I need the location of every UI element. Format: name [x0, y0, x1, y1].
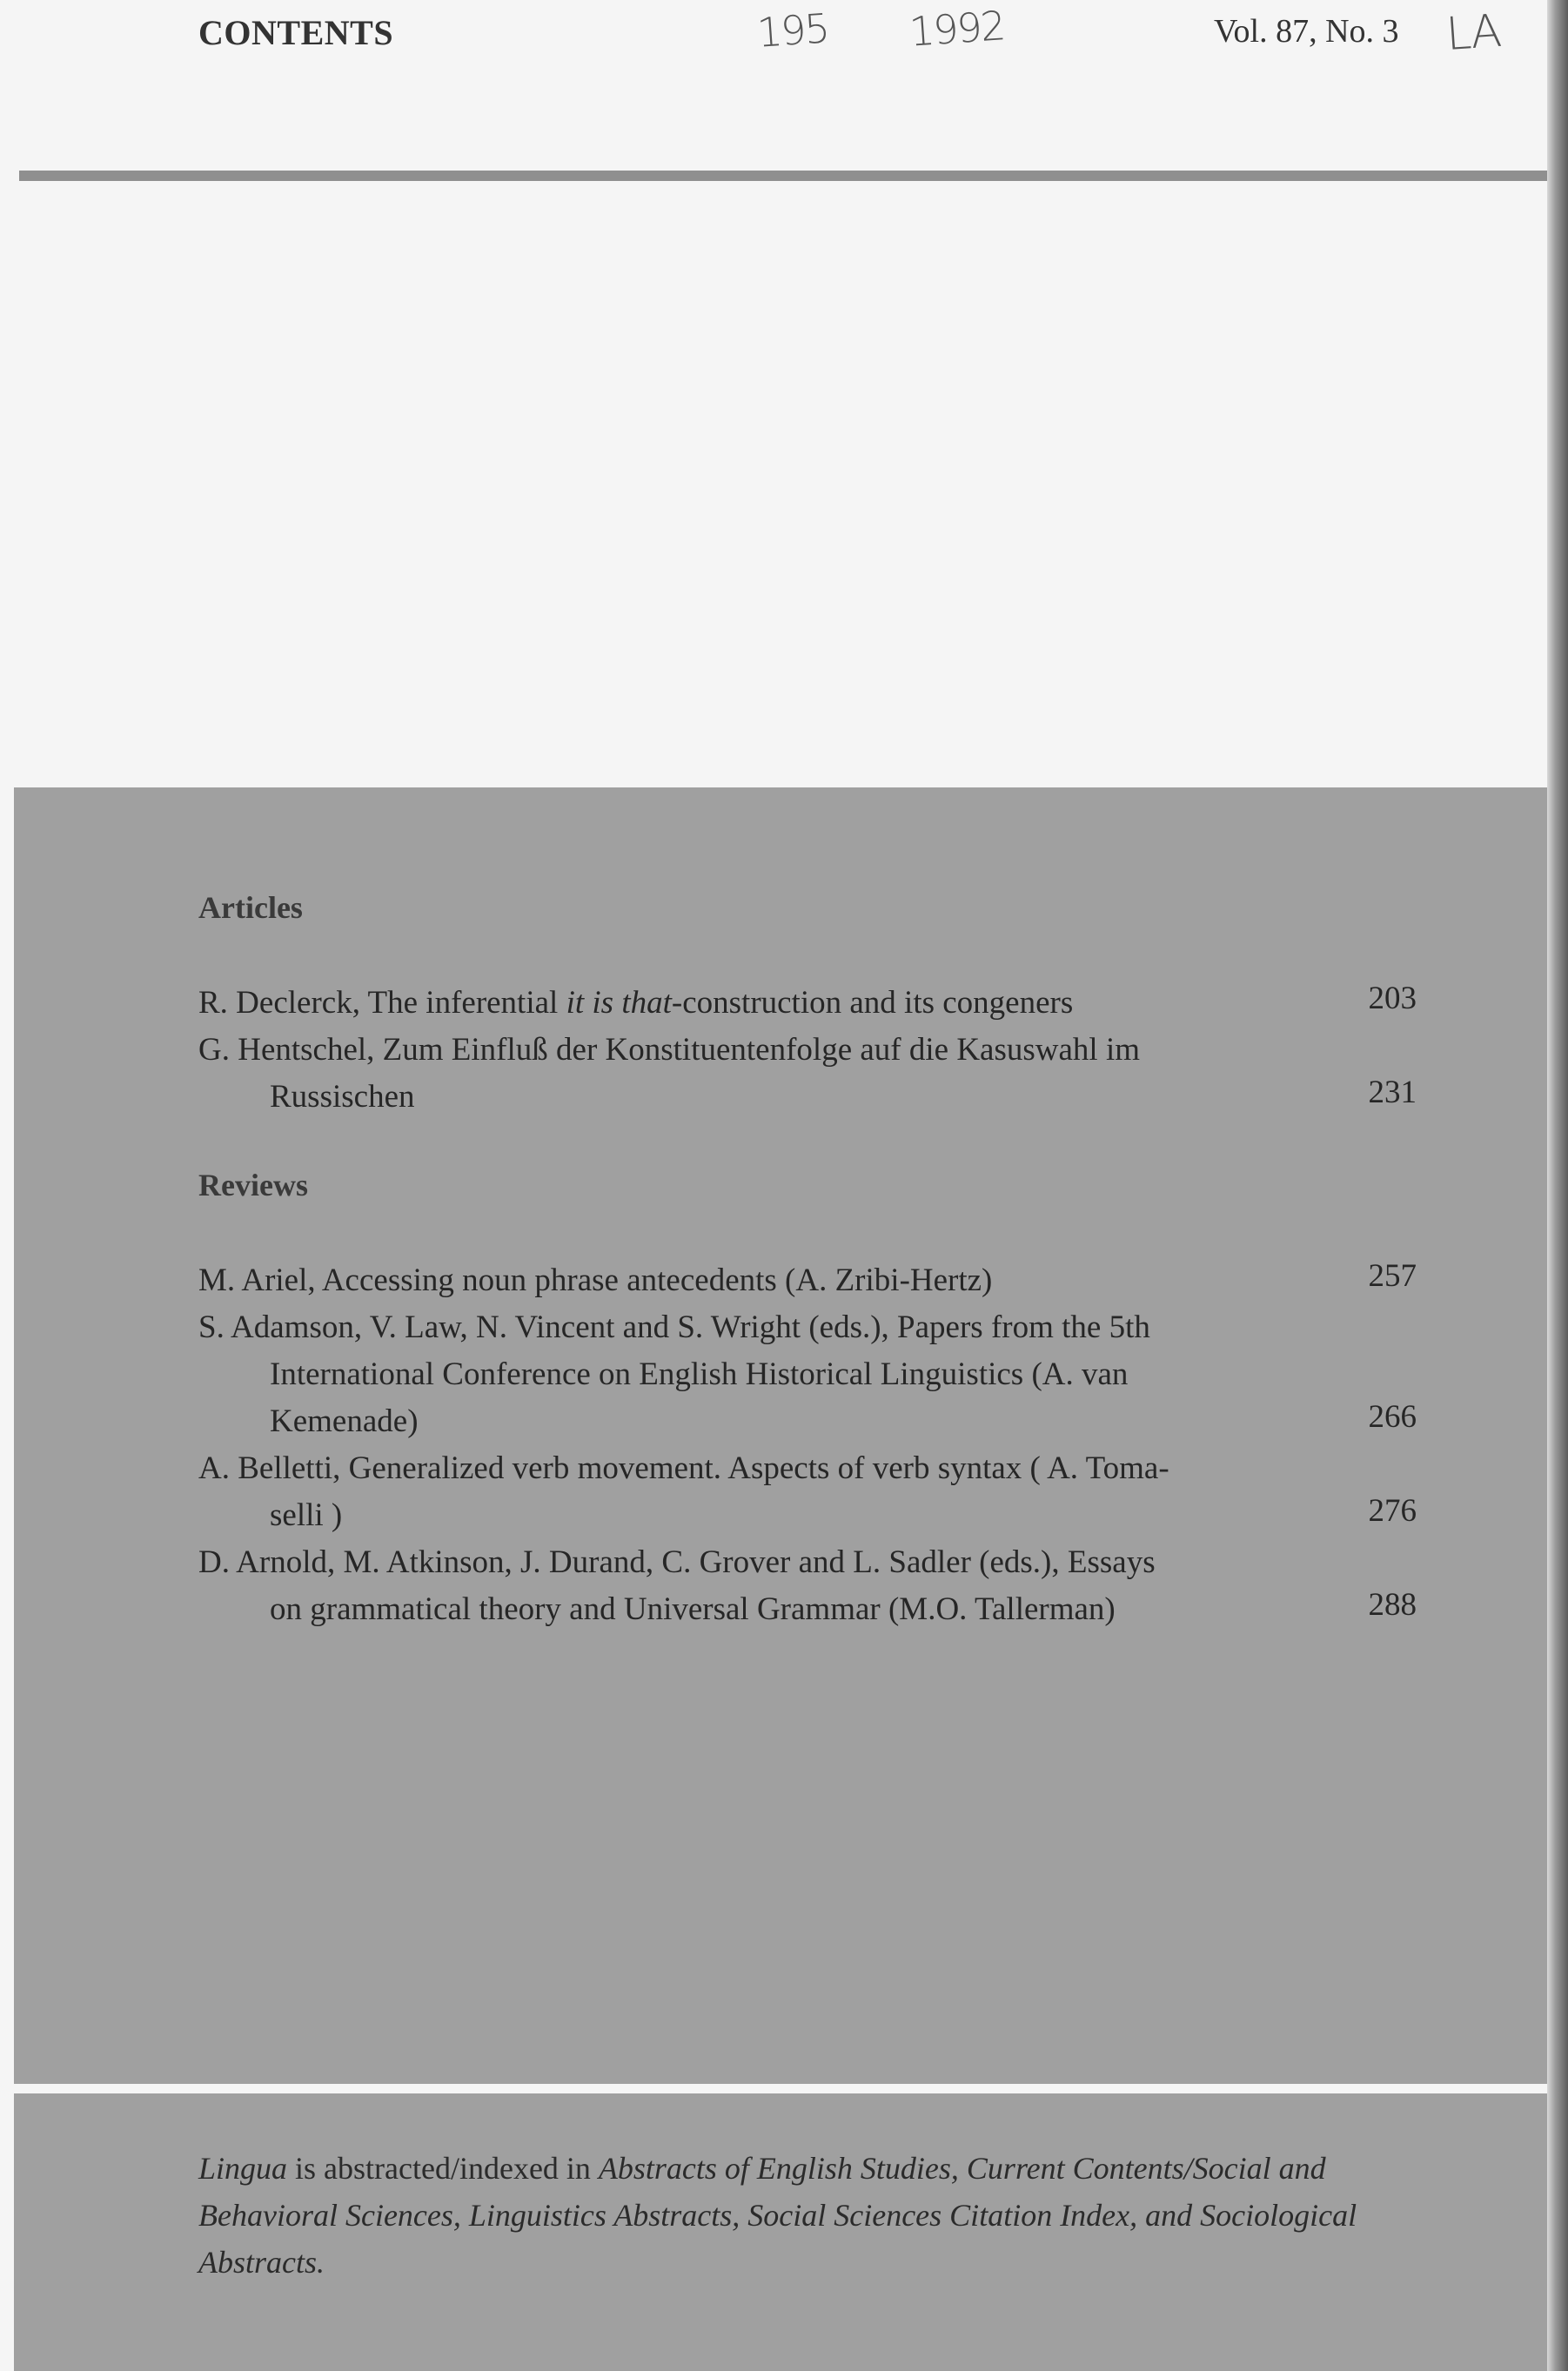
review-title-line: International Conference on English Historical Linguistics (A. van [270, 1356, 1129, 1392]
review-title-line: A. Belletti, Generalized verb movement. Aspects of verb syntax ( A. Toma- [198, 1450, 1169, 1486]
review-entry[interactable] [198, 1445, 1277, 1539]
review-title-line: selli ) [270, 1497, 343, 1533]
header-divider [19, 171, 1558, 181]
page-number: 257 [1368, 1258, 1417, 1294]
review-title-line: D. Arnold, M. Atkinson, J. Durand, C. Grover and L. Sadler (eds.), Essays [198, 1544, 1156, 1580]
article-title-start: R. Declerck, The inferential [198, 985, 566, 1021]
article-entry[interactable] [198, 1027, 1277, 1121]
page-number: 276 [1368, 1493, 1417, 1529]
review-title-line: S. Adamson, V. Law, N. Vincent and S. Wright (eds.), Papers from the 5th [198, 1309, 1150, 1345]
review-entry[interactable] [198, 1539, 1277, 1633]
indexing-text: is abstracted/indexed in [287, 2151, 599, 2186]
binding-edge [1547, 0, 1568, 2371]
review-title-line: Kemenade) [270, 1403, 419, 1439]
article-title-line: Russischen [270, 1079, 415, 1115]
handwritten-year: 1992 [908, 2, 1006, 56]
review-entry[interactable] [198, 1304, 1277, 1445]
reviews-heading: Reviews [198, 1168, 308, 1202]
article-entry[interactable] [198, 980, 1277, 1027]
review-title-line: on grammatical theory and Universal Grammar (M.O. Tallerman) [270, 1591, 1116, 1627]
handwritten-note: 195 [755, 4, 830, 57]
page-title: CONTENTS [198, 13, 394, 52]
review-entry[interactable] [198, 1257, 1277, 1304]
handwritten-mark: LA [1444, 4, 1502, 62]
journal-name: Lingua [198, 2151, 288, 2186]
articles-heading: Articles [198, 890, 303, 925]
volume-label: Vol. 87, No. 3 [1214, 13, 1399, 50]
page-number: 231 [1368, 1075, 1417, 1110]
review-title-line: M. Ariel, Accessing noun phrase antecedents (A. Zribi-Hertz) [198, 1263, 993, 1298]
page-number: 288 [1368, 1587, 1417, 1623]
indexing-note [198, 2145, 1425, 2286]
page-number: 266 [1368, 1399, 1417, 1435]
page-number: 203 [1368, 981, 1417, 1016]
article-title-emphasis: it is that [566, 985, 672, 1021]
indexing-sources: Abstracts of English Studies, Current Contents/Social and Behavioral Sciences, Linguistics Abstracts, Social Sciences Citation Index, and Sociological Abstracts. [198, 2151, 1357, 2280]
article-title-end: -construction and its congeners [671, 985, 1074, 1021]
article-title-line: G. Hentschel, Zum Einfluß der Konstituentenfolge auf die Kasuswahl im [198, 1032, 1140, 1068]
